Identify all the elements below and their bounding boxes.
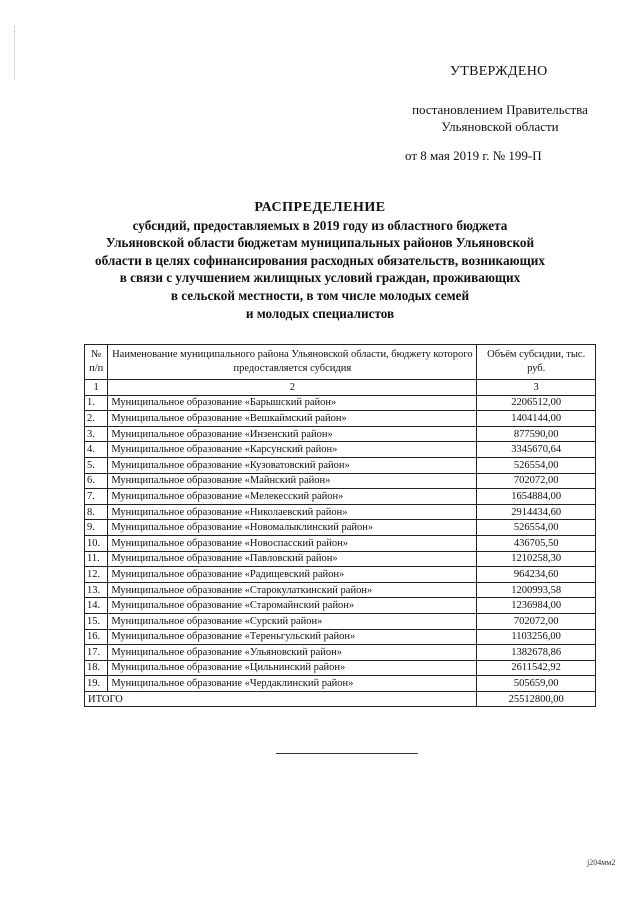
row-num: 4. bbox=[85, 442, 108, 458]
row-num: 2. bbox=[85, 411, 108, 427]
row-num: 10. bbox=[85, 535, 108, 551]
table-row bbox=[85, 645, 596, 661]
row-name: Муниципальное образование «Старомайнский район» bbox=[108, 598, 477, 614]
row-num: 15. bbox=[85, 613, 108, 629]
header-amount: Объём субсидии, тыс. руб. bbox=[477, 345, 596, 380]
table-row bbox=[85, 395, 596, 411]
row-amount: 505659,00 bbox=[477, 676, 596, 692]
row-name: Муниципальное образование «Мелекесский район» bbox=[108, 489, 477, 505]
row-name: Муниципальное образование «Старокулаткинский район» bbox=[108, 582, 477, 598]
table-header-row bbox=[85, 345, 596, 380]
row-amount: 1210258,30 bbox=[477, 551, 596, 567]
row-amount: 436705,50 bbox=[477, 535, 596, 551]
margin-mark bbox=[14, 26, 16, 80]
title-line: в связи с улучшением жилищных условий граждан, проживающих bbox=[119, 270, 521, 286]
row-name: Муниципальное образование «Николаевский район» bbox=[108, 504, 477, 520]
row-num: 12. bbox=[85, 567, 108, 583]
row-amount: 1404144,00 bbox=[477, 411, 596, 427]
table-row bbox=[85, 660, 596, 676]
table-row bbox=[85, 598, 596, 614]
row-name: Муниципальное образование «Кузоватовский район» bbox=[108, 457, 477, 473]
title-line: Ульяновской области бюджетам муниципальных районов Ульяновской bbox=[105, 235, 535, 251]
column-index: 2 bbox=[108, 380, 477, 396]
resolution-date: от 8 мая 2019 г. № 199-П bbox=[405, 148, 542, 163]
row-num: 5. bbox=[85, 457, 108, 473]
row-name: Муниципальное образование «Майнский район» bbox=[108, 473, 477, 489]
row-amount: 1654884,00 bbox=[477, 489, 596, 505]
total-row bbox=[85, 691, 596, 707]
title-line: субсидий, предоставляемых в 2019 году из областного бюджета bbox=[132, 217, 508, 233]
row-amount: 1382678,86 bbox=[477, 645, 596, 661]
row-num: 3. bbox=[85, 426, 108, 442]
resolution-block bbox=[395, 101, 605, 135]
title-line: и молодых специалистов bbox=[245, 305, 395, 321]
row-amount: 964234,60 bbox=[477, 567, 596, 583]
row-num: 1. bbox=[85, 395, 108, 411]
table-row bbox=[85, 442, 596, 458]
document-title bbox=[70, 199, 570, 322]
row-num: 16. bbox=[85, 629, 108, 645]
table-row bbox=[85, 489, 596, 505]
row-amount: 877590,00 bbox=[477, 426, 596, 442]
row-num: 17. bbox=[85, 645, 108, 661]
table-row bbox=[85, 535, 596, 551]
table-row bbox=[85, 629, 596, 645]
table-row bbox=[85, 411, 596, 427]
total-amount: 25512800,00 bbox=[477, 691, 596, 707]
approved-label: УТВЕРЖДЕНО bbox=[450, 64, 548, 79]
row-amount: 1103256,00 bbox=[477, 629, 596, 645]
table-row bbox=[85, 473, 596, 489]
signature-line bbox=[276, 753, 418, 754]
table-row bbox=[85, 567, 596, 583]
table-row bbox=[85, 504, 596, 520]
row-num: 8. bbox=[85, 504, 108, 520]
row-amount: 2611542,92 bbox=[477, 660, 596, 676]
title-heading: РАСПРЕДЕЛЕНИЕ bbox=[254, 200, 386, 215]
table-row bbox=[85, 426, 596, 442]
row-name: Муниципальное образование «Новоспасский район» bbox=[108, 535, 477, 551]
header-name: Наименование муниципального района Ульяновской области, бюджету которого предоставляется субсидия bbox=[108, 345, 477, 380]
row-num: 13. bbox=[85, 582, 108, 598]
table-body bbox=[85, 380, 596, 707]
row-amount: 1236984,00 bbox=[477, 598, 596, 614]
row-name: Муниципальное образование «Карсунский район» bbox=[108, 442, 477, 458]
document-stamp: j204мм2 bbox=[587, 858, 616, 867]
row-name: Муниципальное образование «Сурский район» bbox=[108, 613, 477, 629]
column-index: 1 bbox=[85, 380, 108, 396]
table-row bbox=[85, 613, 596, 629]
row-name: Муниципальное образование «Цильнинский район» bbox=[108, 660, 477, 676]
row-name: Муниципальное образование «Вешкаймский район» bbox=[108, 411, 477, 427]
row-num: 7. bbox=[85, 489, 108, 505]
table-row bbox=[85, 676, 596, 692]
row-amount: 2206512,00 bbox=[477, 395, 596, 411]
total-label: ИТОГО bbox=[85, 691, 477, 707]
table-row bbox=[85, 551, 596, 567]
row-name: Муниципальное образование «Павловский район» bbox=[108, 551, 477, 567]
row-amount: 526554,00 bbox=[477, 457, 596, 473]
row-amount: 702072,00 bbox=[477, 613, 596, 629]
row-num: 14. bbox=[85, 598, 108, 614]
table-row bbox=[85, 520, 596, 536]
header-num: № п/п bbox=[85, 345, 108, 380]
row-name: Муниципальное образование «Барышский район» bbox=[108, 395, 477, 411]
table-row bbox=[85, 457, 596, 473]
title-line: области в целях софинансирования расходных обязательств, возникающих bbox=[95, 252, 545, 268]
resolution-line-2: Ульяновской области bbox=[441, 119, 559, 134]
column-index-row bbox=[85, 380, 596, 396]
title-line: в сельской местности, в том числе молодых семей bbox=[170, 287, 470, 303]
row-amount: 526554,00 bbox=[477, 520, 596, 536]
row-num: 18. bbox=[85, 660, 108, 676]
row-amount: 1200993,58 bbox=[477, 582, 596, 598]
row-amount: 2914434,60 bbox=[477, 504, 596, 520]
row-name: Муниципальное образование «Чердаклинский район» bbox=[108, 676, 477, 692]
row-num: 11. bbox=[85, 551, 108, 567]
row-name: Муниципальное образование «Новомалыклинский район» bbox=[108, 520, 477, 536]
row-amount: 3345670,64 bbox=[477, 442, 596, 458]
column-index: 3 bbox=[477, 380, 596, 396]
resolution-line-1: постановлением Правительства bbox=[412, 102, 588, 117]
row-name: Муниципальное образование «Инзенский район» bbox=[108, 426, 477, 442]
subsidy-table bbox=[84, 344, 596, 707]
row-num: 9. bbox=[85, 520, 108, 536]
row-name: Муниципальное образование «Радищевский район» bbox=[108, 567, 477, 583]
row-amount: 702072,00 bbox=[477, 473, 596, 489]
row-name: Муниципальное образование «Ульяновский район» bbox=[108, 645, 477, 661]
table-row bbox=[85, 582, 596, 598]
row-name: Муниципальное образование «Тереньгульский район» bbox=[108, 629, 477, 645]
row-num: 19. bbox=[85, 676, 108, 692]
row-num: 6. bbox=[85, 473, 108, 489]
